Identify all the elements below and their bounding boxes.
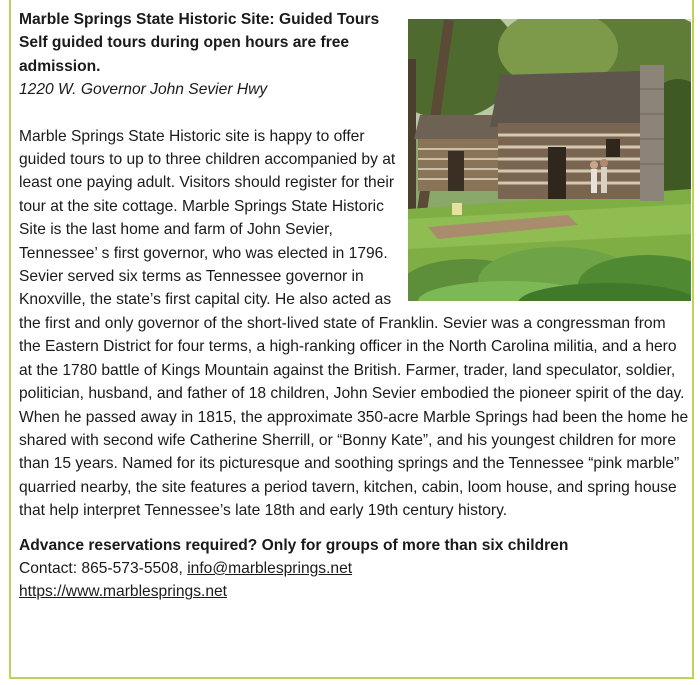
website-link[interactable]: https://www.marblesprings.net (19, 583, 228, 601)
log-cabin-photo (408, 19, 691, 301)
contact-phone: Contact: 865-573-5508, (19, 559, 188, 577)
article (19, 8, 691, 604)
website-line (19, 580, 691, 603)
description-paragraph: Marble Springs State Historic site is happy to offer guided tours to up to three children accompanied by at least one paying adult. Visitors should register for their tour at the site cottage. Marble Springs State Historic Site is the last home and farm of John Sevier, Tennessee’ s first governor, who was elected in 1796. Sevier served six terms as Tennessee governor in Knoxville, the state’s first capital city. He also acted as the first and only governor of the short-lived state of Franklin. Sevier was a congressman from the Eastern District for four terms, a high-ranking officer in the North Carolina militia, and a hero at the 1780 battle of Kings Mountain against the British. Farmer, trader, land speculator, soldier, politician, husband, and father of 18 children, John Sevier embodied the pioneer spirit of the day. When he passed away in 1815, the approximate 350-acre Marble Springs had been the home he shared with second wife Catherine Sherrill, or “Bonny Kate”, and his youngest children for more than 15 years. Named for its picturesque and soothing springs and the Tennessee “pink marble” quarried nearby, the site features a period tavern, kitchen, cabin, loom house, and spring house that help interpret Tennessee’s late 18th and early 19th century history. (19, 127, 689, 520)
email-link[interactable]: info@marblesprings.net (187, 559, 353, 577)
page-title: Marble Springs State Historic Site: Guided Tours (19, 11, 380, 28)
address: 1220 W. Governor John Sevier Hwy (19, 81, 268, 99)
reservation-note: Advance reservations required? Only for groups of more than six children (19, 536, 569, 554)
contact-line (19, 557, 691, 580)
admission-note: Self guided tours during open hours are free admission. (19, 34, 350, 75)
contact-section (19, 534, 691, 604)
